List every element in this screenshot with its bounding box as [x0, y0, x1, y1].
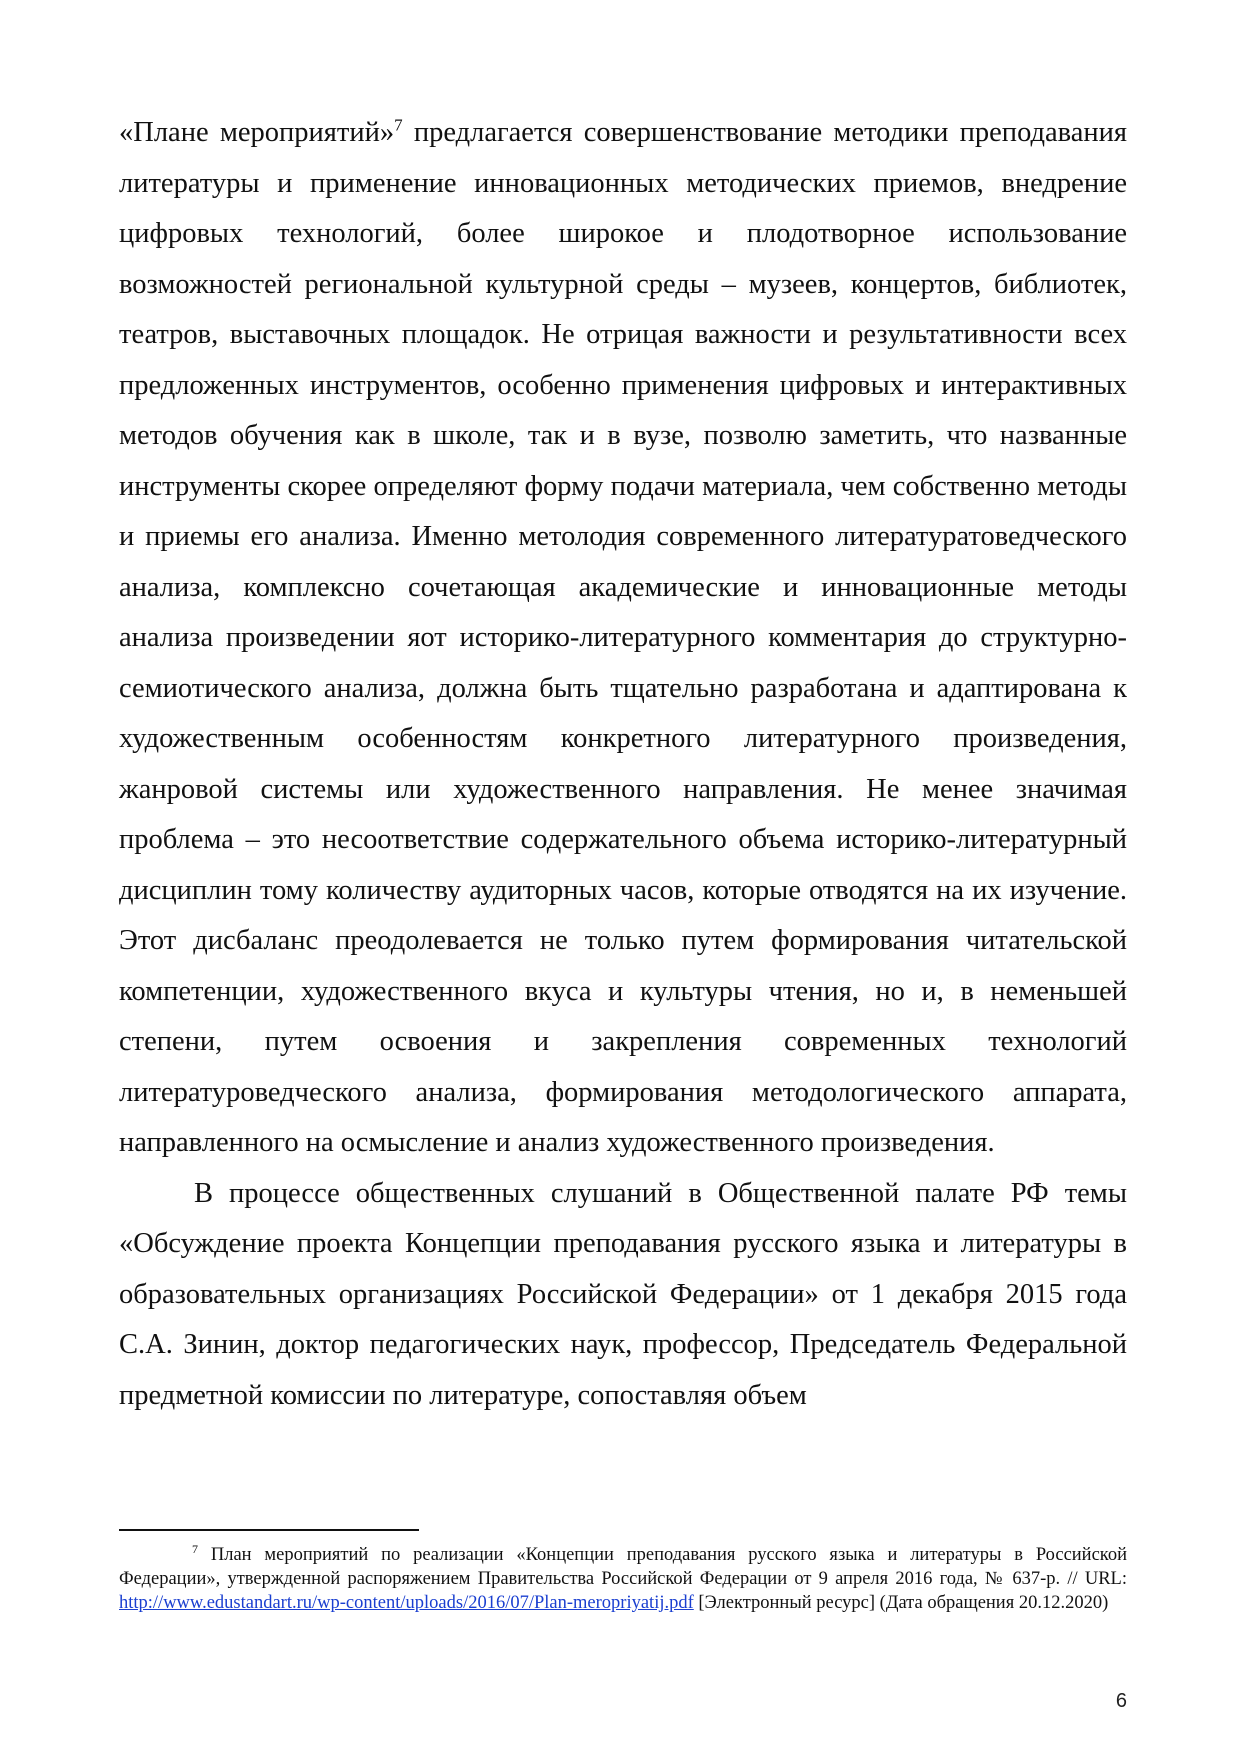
main-text: [119, 108, 1127, 1421]
footnote-text-tail: [Электронный ресурс] (Дата обращения 20.12.2020): [693, 1593, 1109, 1613]
footnote-separator: [119, 1529, 419, 1531]
page-number: 6: [1115, 1690, 1127, 1712]
footnote-text: [119, 1543, 1127, 1615]
footnote-reference-7[interactable]: 7: [394, 115, 403, 135]
footnote-mark: 7: [192, 1541, 198, 1556]
paragraph-1: [119, 108, 1127, 1169]
paragraph-1-lead: «Плане мероприятий»: [119, 117, 395, 148]
paragraph-1-body: предлагается совершенствование методики преподавания литературы и применение инновационных методических приемов, внедрение цифровых технологий, более широкое и плодотворное использование возможностей региональной культурной среды – музеев, концертов, библиотек, театров, выставочных площадок. Не отрицая важности и результативности всех предложенных инструментов, особенно применения цифровых и интерактивных методов обучения как в школе, так и в вузе, позволю заметить, что названные инструменты скорее определяют форму подачи материала, чем собственно методы и приемы его анализа. Именно метолодия современного литературатоведческого анализа, комплексно сочетающая академические и инновационные методы анализа произведении яот историко-литературного комментария до структурно-семиотического анализа, должна быть тщательно разработана и адаптирована к художественным особенностям конкретного литературного произведения, жанровой системы или художественного направления. Не менее значимая проблема – это несоответствие содержательного объема историко-литературный дисциплин тому количеству аудиторных часов, которые отводятся на их изучение. Этот дисбаланс преодолевается не только путем формирования читательской компетенции, художественного вкуса и культуры чтения, но и, в неменьшей степени, путем освоения и закрепления современных технологий литературоведческого анализа, формирования методологического аппарата, направленного на осмысление и анализ художественного произведения.: [119, 117, 1127, 1158]
footnote-source-link[interactable]: http://www.edustandart.ru/wp-content/uploads/2016/07/Plan-meropriyatij.pdf: [119, 1593, 694, 1613]
footnote-text-lead: План мероприятий по реализации «Концепции преподавания русского языка и литературы в Российской Федерации», утвержденной распоряжением Правительства Российской Федерации от 9 апреля 2016 года, № 637-р. // URL:: [119, 1545, 1127, 1589]
paragraph-2: В процессе общественных слушаний в Общественной палате РФ темы «Обсуждение проекта Концепции преподавания русского языка и литературы в образовательных организациях Российской Федерации» от 1 декабря 2015 года С.А. Зинин, доктор педагогических наук, профессор, Председатель Федеральной предметной комиссии по литературе, сопоставляя объем: [119, 1177, 1127, 1411]
footnote-7: [119, 1543, 1127, 1615]
